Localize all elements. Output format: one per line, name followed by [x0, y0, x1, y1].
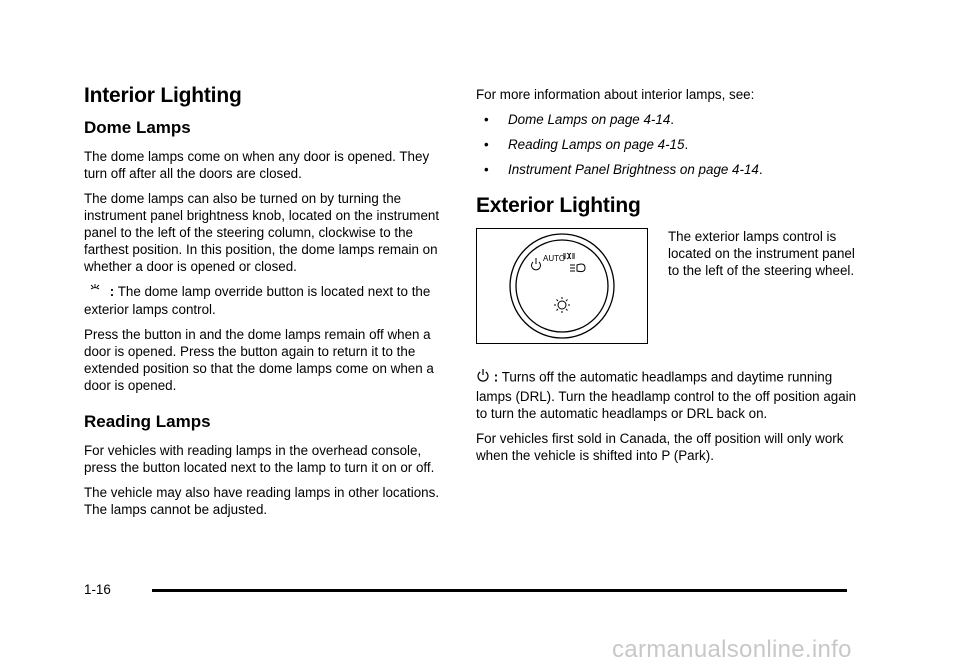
- off-position-text: Turns off the automatic headlamps and daytime running lamps (DRL). Turn the headlamp control to the off position again to turn the automatic headlamps or DRL back on.: [476, 369, 857, 421]
- off-separator: :: [493, 369, 499, 385]
- dome-off-icon: [84, 283, 106, 301]
- svg-text:AUTO: AUTO: [543, 254, 566, 263]
- heading-interior-lighting: Interior Lighting: [84, 84, 242, 107]
- footer-rule: [152, 589, 847, 592]
- headlamp-knob-icon: [477, 229, 647, 343]
- power-off-icon: [476, 368, 490, 388]
- dome-off-separator: :: [109, 284, 115, 299]
- dome-override-text: The dome lamp override button is located next to the exterior lamps control.: [84, 284, 431, 318]
- canada-paragraph: For vehicles first sold in Canada, the off position will only work when the vehicle is shifted into P (Park).: [476, 431, 844, 463]
- reading-paragraph-2: The vehicle may also have reading lamps in other locations. The lamps cannot be adjusted.: [84, 485, 440, 518]
- page-number: 1-16: [84, 582, 111, 597]
- list-item[interactable]: • Reading Lamps on page 4-15.: [484, 137, 689, 152]
- dome-paragraph-4: Press the button in and the dome lamps remain off when a door is opened. Press the button again to return it to the extended position so that the dome lamps come on when a door is opened.: [84, 327, 434, 394]
- dome-override-paragraph: [84, 283, 450, 318]
- watermark: carmanualsonline.info: [612, 636, 852, 663]
- heading-reading-lamps: Reading Lamps: [84, 412, 211, 432]
- cross-reference-list: [476, 111, 862, 178]
- dome-paragraph-1: The dome lamps come on when any door is opened. They turn off after all the doors are closed.: [84, 149, 430, 181]
- list-item[interactable]: • Instrument Panel Brightness on page 4-14.: [484, 162, 763, 177]
- dome-paragraph-2: The dome lamps can also be turned on by turning the instrument panel brightness knob, located on the instrument panel to the left of the steering column, clockwise to the farthest position. In this position, the dome lamps remain on whether a door is opened or closed.: [84, 191, 440, 274]
- left-column: [84, 80, 450, 526]
- headlamp-knob-figure: [476, 228, 648, 344]
- more-info-intro: For more information about interior lamps, see:: [476, 87, 755, 102]
- right-column: [476, 86, 862, 472]
- reading-paragraph-1: For vehicles with reading lamps in the overhead console, press the button located next to the lamp to turn it on or off.: [84, 443, 435, 476]
- off-position-paragraph: [476, 368, 862, 422]
- heading-dome-lamps: Dome Lamps: [84, 118, 191, 137]
- exterior-control-description: The exterior lamps control is located on the instrument panel to the left of the steering wheel.: [668, 229, 855, 278]
- exterior-control-row: [476, 228, 862, 348]
- heading-exterior-lighting: Exterior Lighting: [476, 194, 641, 217]
- list-item[interactable]: • Dome Lamps on page 4-14.: [484, 112, 675, 127]
